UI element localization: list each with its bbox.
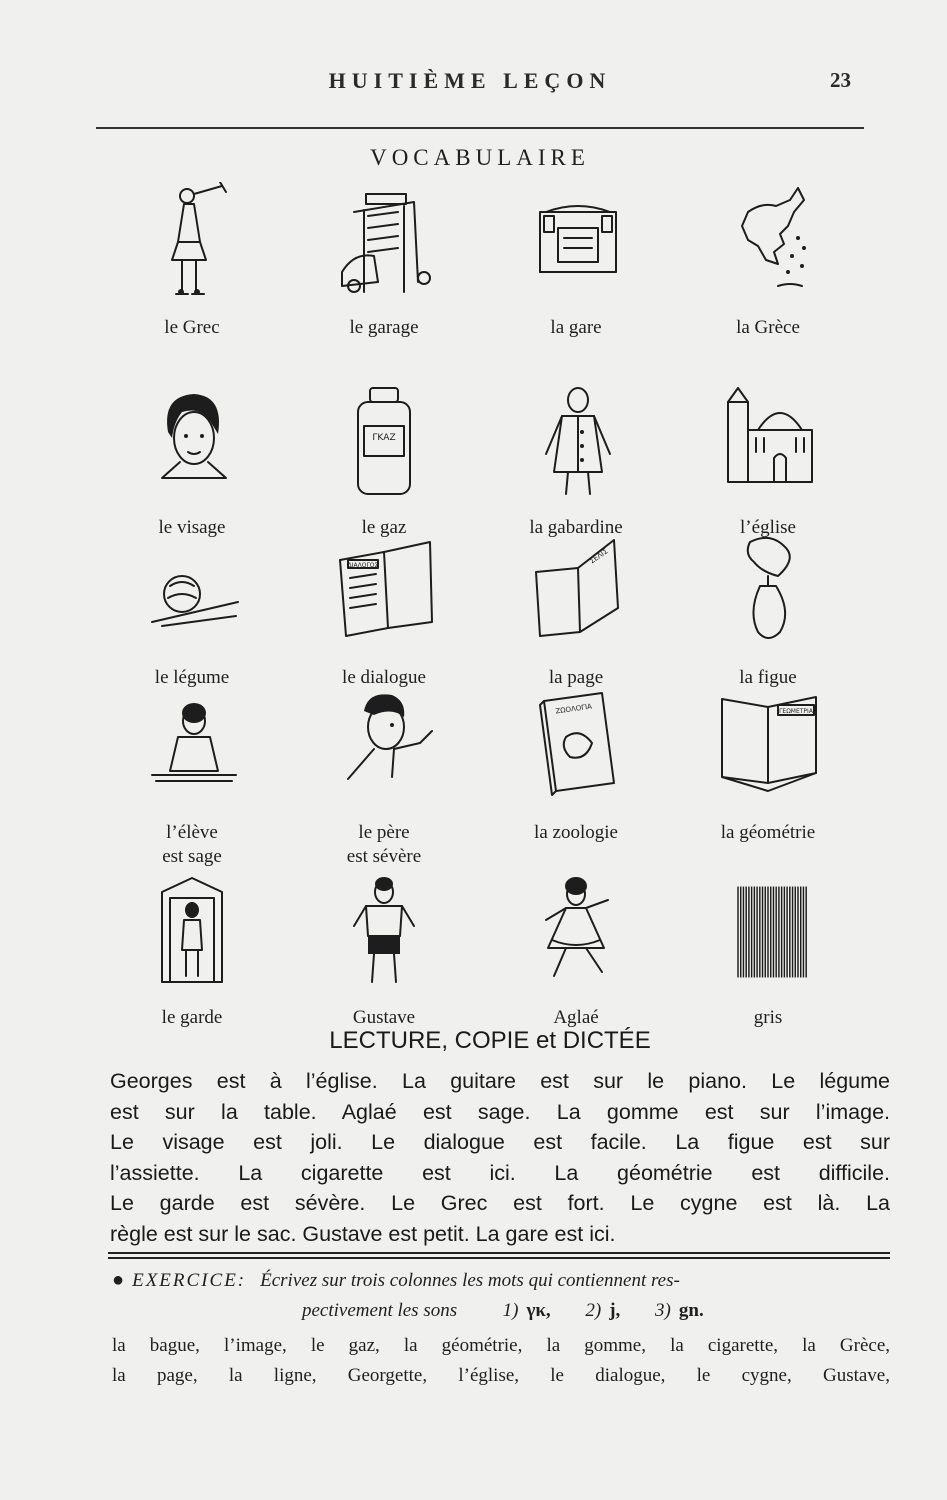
- vocab-label: Gustave: [352, 1007, 416, 1028]
- vocab-label: le légume: [154, 667, 230, 688]
- boy-icon: [334, 872, 434, 992]
- vegetable-icon: [142, 532, 242, 652]
- reading-line: l’assiette. La cigarette est ici. La géométrie est difficile.: [110, 1160, 890, 1185]
- grey-swatch-icon: [718, 872, 818, 992]
- running-title: HUITIÈME LEÇON: [328, 68, 612, 93]
- father-icon: [334, 687, 434, 807]
- vocab-item: [480, 683, 672, 873]
- pupil-icon: [142, 687, 242, 807]
- reading-text: [110, 1066, 890, 1249]
- exercise-instruction: Écrivez sur trois colonnes les mots qui contiennent res-: [260, 1270, 680, 1291]
- vocab-label: le père: [358, 822, 410, 843]
- exercise-instruction-cont: pectivement les sons: [302, 1300, 458, 1321]
- svg-text:ΣΕΛΙΣ: ΣΕΛΙΣ: [588, 547, 610, 566]
- gas-bottle-icon: [334, 382, 434, 502]
- vocab-label: gris: [753, 1007, 783, 1028]
- girl-icon: [526, 872, 626, 992]
- sound: gn.: [678, 1300, 704, 1321]
- vocab-item: [672, 868, 864, 1028]
- open-book-icon: [334, 532, 434, 652]
- vocabulary-title: VOCABULAIRE: [370, 145, 590, 170]
- vocab-item: [288, 868, 480, 1028]
- fig-icon: [718, 532, 818, 652]
- vocab-item: [672, 378, 864, 538]
- word-list-line: la page, la ligne, Georgette, l’église, le dialogue, le cygne, Gustave,: [112, 1365, 890, 1386]
- svg-text:ΓΕΩΜΕΤΡΙΑ: ΓΕΩΜΕΤΡΙΑ: [779, 708, 813, 715]
- vocab-item: [672, 178, 864, 338]
- svg-text:ΖΩΟΛΟΓΙΑ: ΖΩΟΛΟΓΙΑ: [554, 702, 593, 716]
- vocab-label: la gare: [550, 317, 602, 338]
- svg-text:ΔΙΑΛΟΓΟΣ: ΔΙΑΛΟΓΟΣ: [347, 562, 379, 569]
- vocab-item: [288, 378, 480, 538]
- raincoat-icon: [526, 382, 626, 502]
- vocab-item: [672, 528, 864, 688]
- vocab-label: le dialogue: [342, 667, 426, 688]
- train-station-icon: [526, 182, 626, 302]
- vocab-item: [96, 683, 288, 873]
- vocab-label: l’église: [740, 517, 796, 538]
- reading-line: règle est sur le sac. Gustave est petit. La gare est ici.: [110, 1221, 616, 1246]
- sound-number: 1): [502, 1300, 519, 1321]
- vocab-item: [96, 528, 288, 688]
- vocab-label-line2: est sévère: [346, 846, 422, 867]
- vocab-item: [288, 528, 480, 688]
- guard-icon: [142, 872, 242, 992]
- vocab-label: la figue: [739, 667, 797, 688]
- header-rule: [96, 127, 864, 129]
- reading-title: LECTURE, COPIE et DICTÉE: [329, 1027, 651, 1054]
- page-icon: [526, 532, 626, 652]
- vocab-label: la Grèce: [736, 317, 800, 338]
- sound: γκ,: [526, 1300, 551, 1321]
- vocab-label: la zoologie: [534, 822, 618, 843]
- sound-number: 3): [655, 1300, 671, 1321]
- sound-number: 2): [585, 1300, 602, 1321]
- svg-text:ΓΚΑΖ: ΓΚΑΖ: [372, 433, 396, 443]
- vocab-item: [480, 178, 672, 338]
- garage-icon: [334, 182, 434, 302]
- exercise-rule-bottom: [108, 1257, 890, 1259]
- vocab-item: [96, 868, 288, 1028]
- exercise-word-list: [112, 1331, 890, 1391]
- reading-line: Le garde est sévère. Le Grec est fort. Le cygne est là. La: [110, 1191, 890, 1215]
- vocab-label: l’élève: [166, 822, 218, 843]
- reading-line: Le visage est joli. Le dialogue est facile. La figue est sur: [110, 1130, 890, 1154]
- sound: j,: [609, 1300, 621, 1321]
- greece-map-icon: [718, 182, 818, 302]
- vocab-label: le gaz: [361, 517, 407, 538]
- vocab-label: Aglaé: [553, 1007, 599, 1028]
- church-icon: [718, 382, 818, 502]
- zoology-book-icon: [526, 687, 626, 807]
- vocab-label: la page: [548, 667, 604, 688]
- bullet-icon: ●: [112, 1269, 125, 1291]
- vocab-label-line2: est sage: [162, 846, 222, 867]
- vocab-item: [96, 378, 288, 538]
- exercise-block: [112, 1265, 890, 1326]
- reading-line: Georges est à l’église. La guitare est sur le piano. Le légume: [110, 1069, 890, 1093]
- word-list-line: la bague, l’image, le gaz, la géométrie, la gomme, la cigarette, la Grèce,: [112, 1335, 890, 1356]
- reading-line: est sur la table. Aglaé est sage. La gomme est sur l’image.: [110, 1099, 890, 1124]
- vocab-item: [288, 683, 480, 873]
- vocab-label: la géométrie: [720, 822, 816, 843]
- vocab-item: [480, 868, 672, 1028]
- vocab-label: le Grec: [164, 317, 220, 338]
- vocab-label: le garage: [349, 317, 419, 338]
- vocab-label: le garde: [161, 1007, 223, 1028]
- page-number: 23: [830, 68, 851, 92]
- vocab-item: [288, 178, 480, 338]
- greek-soldier-icon: [142, 182, 242, 302]
- vocab-label: le visage: [158, 517, 226, 538]
- exercise-label: EXERCICE:: [132, 1270, 247, 1291]
- vocab-item: [480, 378, 672, 538]
- exercise-rule-top: [108, 1252, 890, 1254]
- vocab-item: [480, 528, 672, 688]
- vocab-item: [672, 683, 864, 873]
- vocab-label: la gabardine: [529, 517, 623, 538]
- face-icon: [142, 382, 242, 502]
- vocab-item: [96, 178, 288, 338]
- geometry-book-icon: [718, 687, 818, 807]
- vocabulary-grid: [96, 178, 864, 1028]
